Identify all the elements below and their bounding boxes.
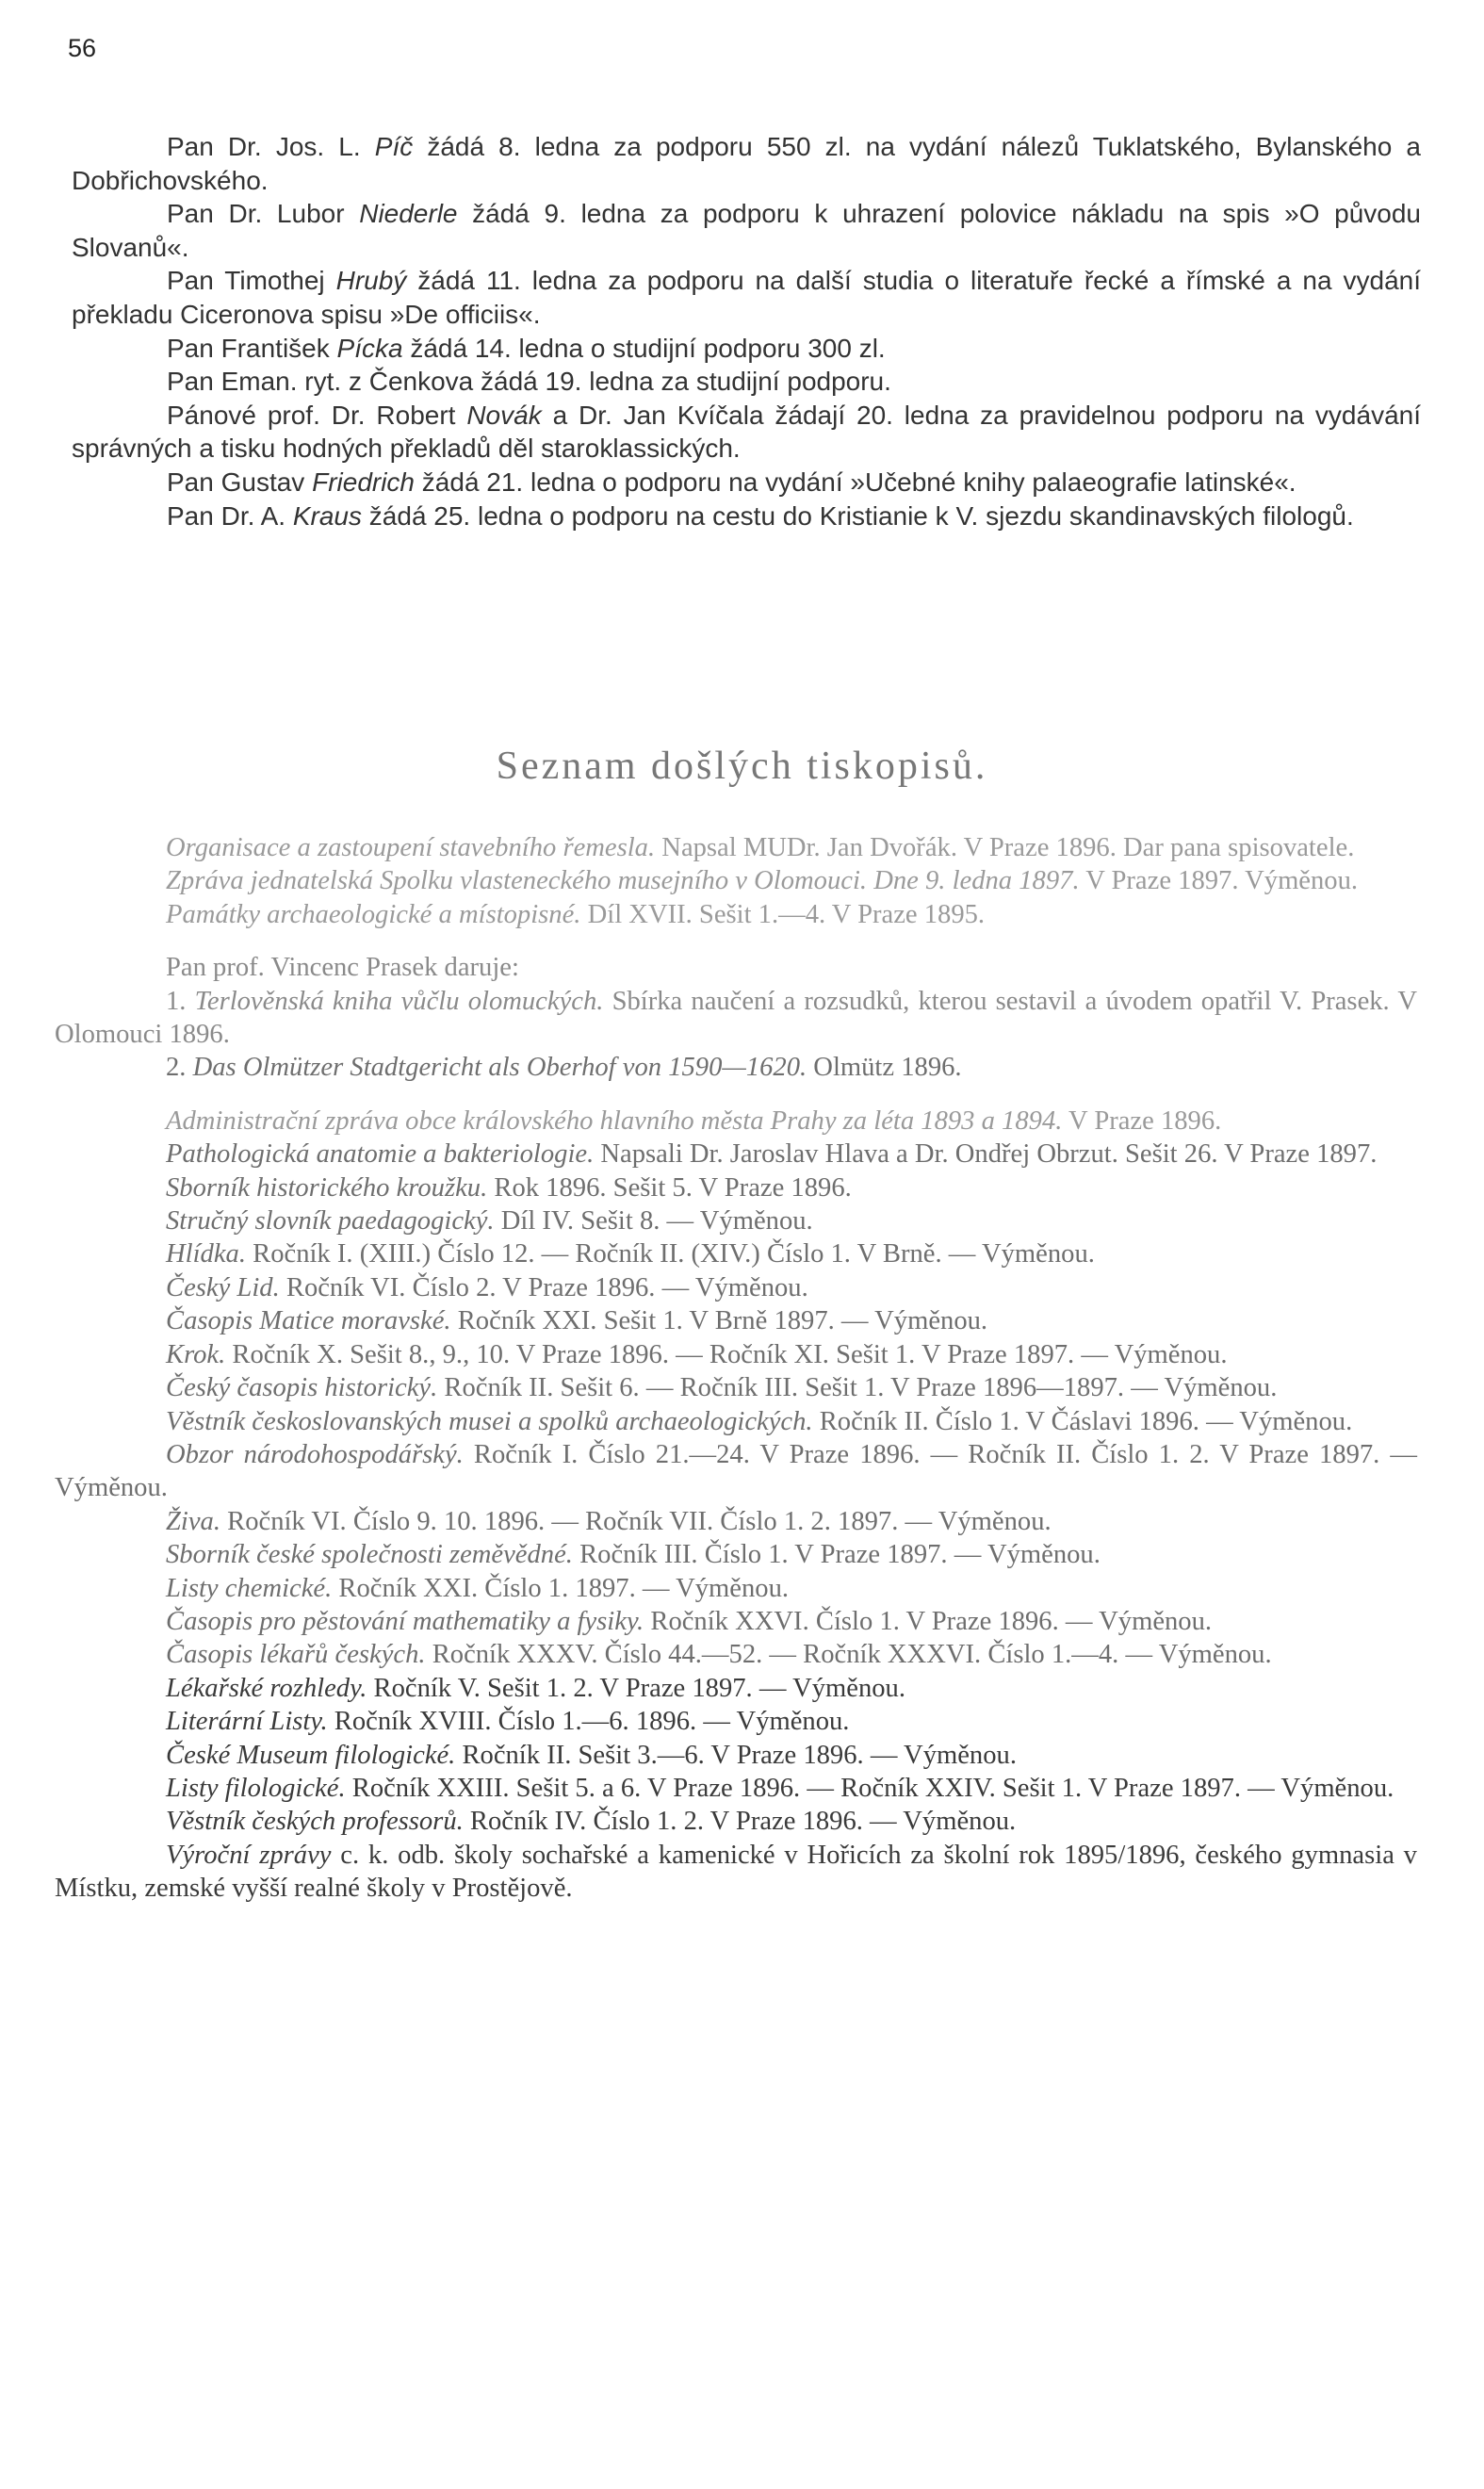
entry-title: Administrační zpráva obce královského hlavního města Prahy za léta 1893 a 1894. (166, 1105, 1063, 1136)
entry-item (55, 1204, 1417, 1237)
entry-title: Sborník historického kroužku. (166, 1172, 488, 1203)
entry-item (55, 1051, 1417, 1084)
entry-title: Věstník českých professorů. (166, 1807, 464, 1837)
request-name: Niederle (359, 199, 458, 229)
entry-text: Ročník V. Sešit 1. 2. V Praze 1897. — Výměnou. (367, 1673, 905, 1703)
entry-text: c. k. odb. školy sochařské a kamenické v Hořicích za školní rok 1895/1896, českého gymnasia v Místku, zemské vyšší realné školy v Prostějově. (55, 1840, 1417, 1904)
entry-item (55, 1805, 1417, 1838)
request-name: Pícka (336, 333, 403, 363)
entry-item (55, 1237, 1417, 1270)
request-text: žádá 8. ledna za podporu 550 zl. na vydání nálezů Tuklatského, Bylanského a Dobřichovského. (72, 132, 1422, 195)
request-prefix: Pan Dr. Lubor (167, 199, 360, 229)
entry-item (55, 1572, 1417, 1605)
received-prints-list (55, 831, 1417, 1906)
request-paragraph (72, 197, 1421, 264)
entry-title: Český časopis historický. (166, 1373, 438, 1403)
entry-text: Ročník VI. Číslo 9. 10. 1896. — Ročník VII. Číslo 1. 2. 1897. — Výměnou. (220, 1506, 1052, 1536)
entry-item (55, 864, 1417, 897)
entry-text: Ročník II. Sešit 3.—6. V Praze 1896. — Výměnou. (455, 1740, 1017, 1770)
request-prefix: Pan Gustav (167, 467, 313, 497)
request-text: žádá 21. ledna o podporu na vydání »Učebné knihy palaeografie latinské«. (415, 467, 1296, 497)
entry-text: Ročník XVIII. Číslo 1.—6. 1896. — Výměnou. (327, 1707, 850, 1737)
entry-title: Organisace a zastoupení stavebního řemesla. (166, 833, 656, 862)
request-text: žádá 25. ledna o podporu na cestu do Kristianie k V. sjezdu skandinavských filologů. (362, 500, 1354, 531)
entry-item (55, 1605, 1417, 1638)
request-text: žádá 9. ledna za podporu k uhrazení polovice nákladu na spis »O původu Slovanů«. (72, 199, 1421, 262)
page-number: 56 (68, 34, 97, 62)
entry-text: Ročník I. Číslo 21.—24. V Praze 1896. — Ročník II. Číslo 1. 2. V Praze 1897. — Výměnou. (55, 1439, 1417, 1503)
entry-title: Hlídka. (166, 1239, 246, 1269)
entry-text: 1. (166, 986, 195, 1016)
entry-title: Krok. (166, 1339, 226, 1369)
entry-text: Sbírka naučení a rozsudků, kterou sestavil a úvodem opatřil V. Prasek. V Olomouci 1896. (55, 986, 1417, 1050)
request-name: Friedrich (312, 467, 416, 497)
entry-title: Obzor národohospodářský. (166, 1439, 464, 1469)
entry-item (55, 1739, 1417, 1772)
entry-item (55, 1505, 1417, 1538)
entry-title: Časopis Matice moravské. (166, 1306, 451, 1336)
entry-text: V Praze 1897. Výměnou. (1079, 866, 1359, 896)
entry-text: Napsal MUDr. Jan Dvořák. V Praze 1896. Dar pana spisovatele. (655, 833, 1355, 862)
entry-title: České Museum filologické. (166, 1740, 456, 1770)
section-heading: Seznam došlých tiskopisů. (496, 745, 988, 788)
request-name: Hrubý (335, 266, 407, 296)
entry-text: Pan prof. Vincenc Prasek daruje: (166, 953, 519, 983)
entry-text: Ročník XXI. Sešit 1. V Brně 1897. — Výměnou. (450, 1306, 988, 1336)
entry-text: Ročník X. Sešit 8., 9., 10. V Praze 1896. — Ročník XI. Sešit 1. V Praze 1897. — Výměnou. (225, 1339, 1228, 1369)
entry-title: Zpráva jednatelská Spolku vlasteneckého musejního v Olomouci. Dne 9. ledna 1897. (166, 866, 1080, 896)
entry-text: Ročník XXI. Číslo 1. 1897. — Výměnou. (332, 1573, 790, 1603)
request-prefix: Pan Dr. Jos. L. (167, 132, 375, 161)
entry-text: Napsali Dr. Jaroslav Hlava a Dr. Ondřej Obrzut. Sešit 26. V Praze 1897. (594, 1139, 1378, 1170)
entry-text: V Praze 1896. (1062, 1105, 1222, 1136)
request-prefix: Pan František (167, 333, 337, 363)
entry-text: Díl XVII. Sešit 1.—4. V Praze 1895. (580, 899, 986, 929)
entry-text: Olmütz 1896. (807, 1053, 962, 1083)
entry-item (55, 1538, 1417, 1571)
entry-title: Živa. (166, 1506, 220, 1536)
entry-item (55, 1672, 1417, 1705)
entry-title: Das Olmützer Stadtgericht als Oberhof von 1590—1620. (192, 1053, 807, 1083)
entry-item (55, 1304, 1417, 1337)
entry-title: Časopis lékařů českých. (166, 1640, 426, 1670)
request-name: Píč (374, 132, 414, 161)
request-prefix: Pan Timothej (167, 266, 336, 296)
entry-text: Ročník II. Sešit 6. — Ročník III. Sešit 1. V Praze 1896—1897. — Výměnou. (437, 1373, 1278, 1403)
request-text: žádá 11. ledna za podporu na další studia o literatuře řecké a římské a na vydání překladu Ciceronova spisu »De officiis«. (72, 266, 1422, 329)
request-text: Pan Eman. ryt. z Čenkova žádá 19. ledna za studijní podporu. (167, 367, 891, 397)
entry-title: Lékařské rozhledy. (166, 1673, 367, 1703)
entry-title: Výroční zprávy (166, 1840, 332, 1870)
entry-title: Český Lid. (166, 1272, 280, 1302)
entry-item (55, 1839, 1417, 1906)
entry-text: Ročník III. Číslo 1. V Praze 1897. — Výměnou. (572, 1540, 1101, 1570)
request-name: Kraus (292, 500, 363, 531)
entry-item (55, 1138, 1417, 1171)
entry-title: Terlověnská kniha vůčlu olomuckých. (194, 986, 604, 1016)
request-prefix: Pánové prof. Dr. Robert (167, 400, 467, 430)
entry-item (55, 831, 1417, 864)
request-paragraph (72, 499, 1421, 533)
entry-item (55, 898, 1417, 931)
entry-text: Ročník XXXV. Číslo 44.—52. — Ročník XXXVI. Číslo 1.—4. — Výměnou. (425, 1640, 1272, 1670)
entry-item (55, 1271, 1417, 1304)
entry-text: Ročník I. (XIII.) Číslo 12. — Ročník II. (XIV.) Číslo 1. V Brně. — Výměnou. (245, 1239, 1095, 1269)
request-text: žádá 14. ledna o studijní podporu 300 zl. (402, 333, 886, 363)
entry-text: Ročník XXVI. Číslo 1. V Praze 1896. — Výměnou. (644, 1606, 1213, 1636)
entry-text: Ročník IV. Číslo 1. 2. V Praze 1896. — Výměnou. (463, 1807, 1017, 1837)
entry-item (55, 1105, 1417, 1138)
entry-text: Rok 1896. Sešit 5. V Praze 1896. (487, 1172, 852, 1203)
entry-item (55, 985, 1417, 1052)
entry-text: 2. (166, 1053, 193, 1083)
request-prefix: Pan Dr. A. (167, 500, 293, 531)
entry-title: Listy chemické. (166, 1573, 333, 1603)
entry-text: Ročník VI. Číslo 2. V Praze 1896. — Výměnou. (279, 1272, 808, 1302)
request-paragraph (72, 264, 1421, 331)
entry-item (55, 951, 1417, 984)
entry-title: Věstník českoslovanských musei a spolků archaeologických. (166, 1406, 813, 1436)
entry-title: Literární Listy. (166, 1707, 328, 1737)
entry-title: Časopis pro pěstování mathematiky a fysiky. (166, 1606, 644, 1636)
entry-title: Listy filologické. (166, 1773, 346, 1803)
entry-text: Díl IV. Sešit 8. — Výměnou. (494, 1206, 813, 1236)
entry-title: Pathologická anatomie a bakteriologie. (166, 1139, 595, 1170)
entry-item (55, 1638, 1417, 1671)
request-name: Novák (466, 400, 542, 430)
entry-item (55, 1171, 1417, 1204)
request-paragraph (72, 365, 1421, 399)
entry-item (55, 1371, 1417, 1404)
requests-list (72, 130, 1421, 532)
entry-item (55, 1438, 1417, 1505)
entry-text: Ročník II. Číslo 1. V Čáslavi 1896. — Výměnou. (812, 1406, 1353, 1436)
entry-title: Památky archaeologické a místopisné. (166, 899, 581, 929)
request-paragraph (72, 332, 1421, 366)
request-paragraph (72, 130, 1421, 197)
entry-item (55, 1338, 1417, 1371)
entry-item (55, 1772, 1417, 1805)
request-paragraph (72, 466, 1421, 499)
entry-item (55, 1705, 1417, 1738)
request-paragraph (72, 399, 1421, 466)
entry-title: Stručný slovník paedagogický. (166, 1206, 495, 1236)
entry-text: Ročník XXIII. Sešit 5. a 6. V Praze 1896. — Ročník XXIV. Sešit 1. V Praze 1897. — Výměnou. (345, 1773, 1394, 1803)
entry-title: Sborník české společnosti zeměvědné. (166, 1540, 573, 1570)
entry-item (55, 1405, 1417, 1438)
request-text: a Dr. Jan Kvíčala žádají 20. ledna za pravidelnou podporu na vydávání správných a tisku hodných překladů děl staroklassických. (72, 400, 1421, 464)
